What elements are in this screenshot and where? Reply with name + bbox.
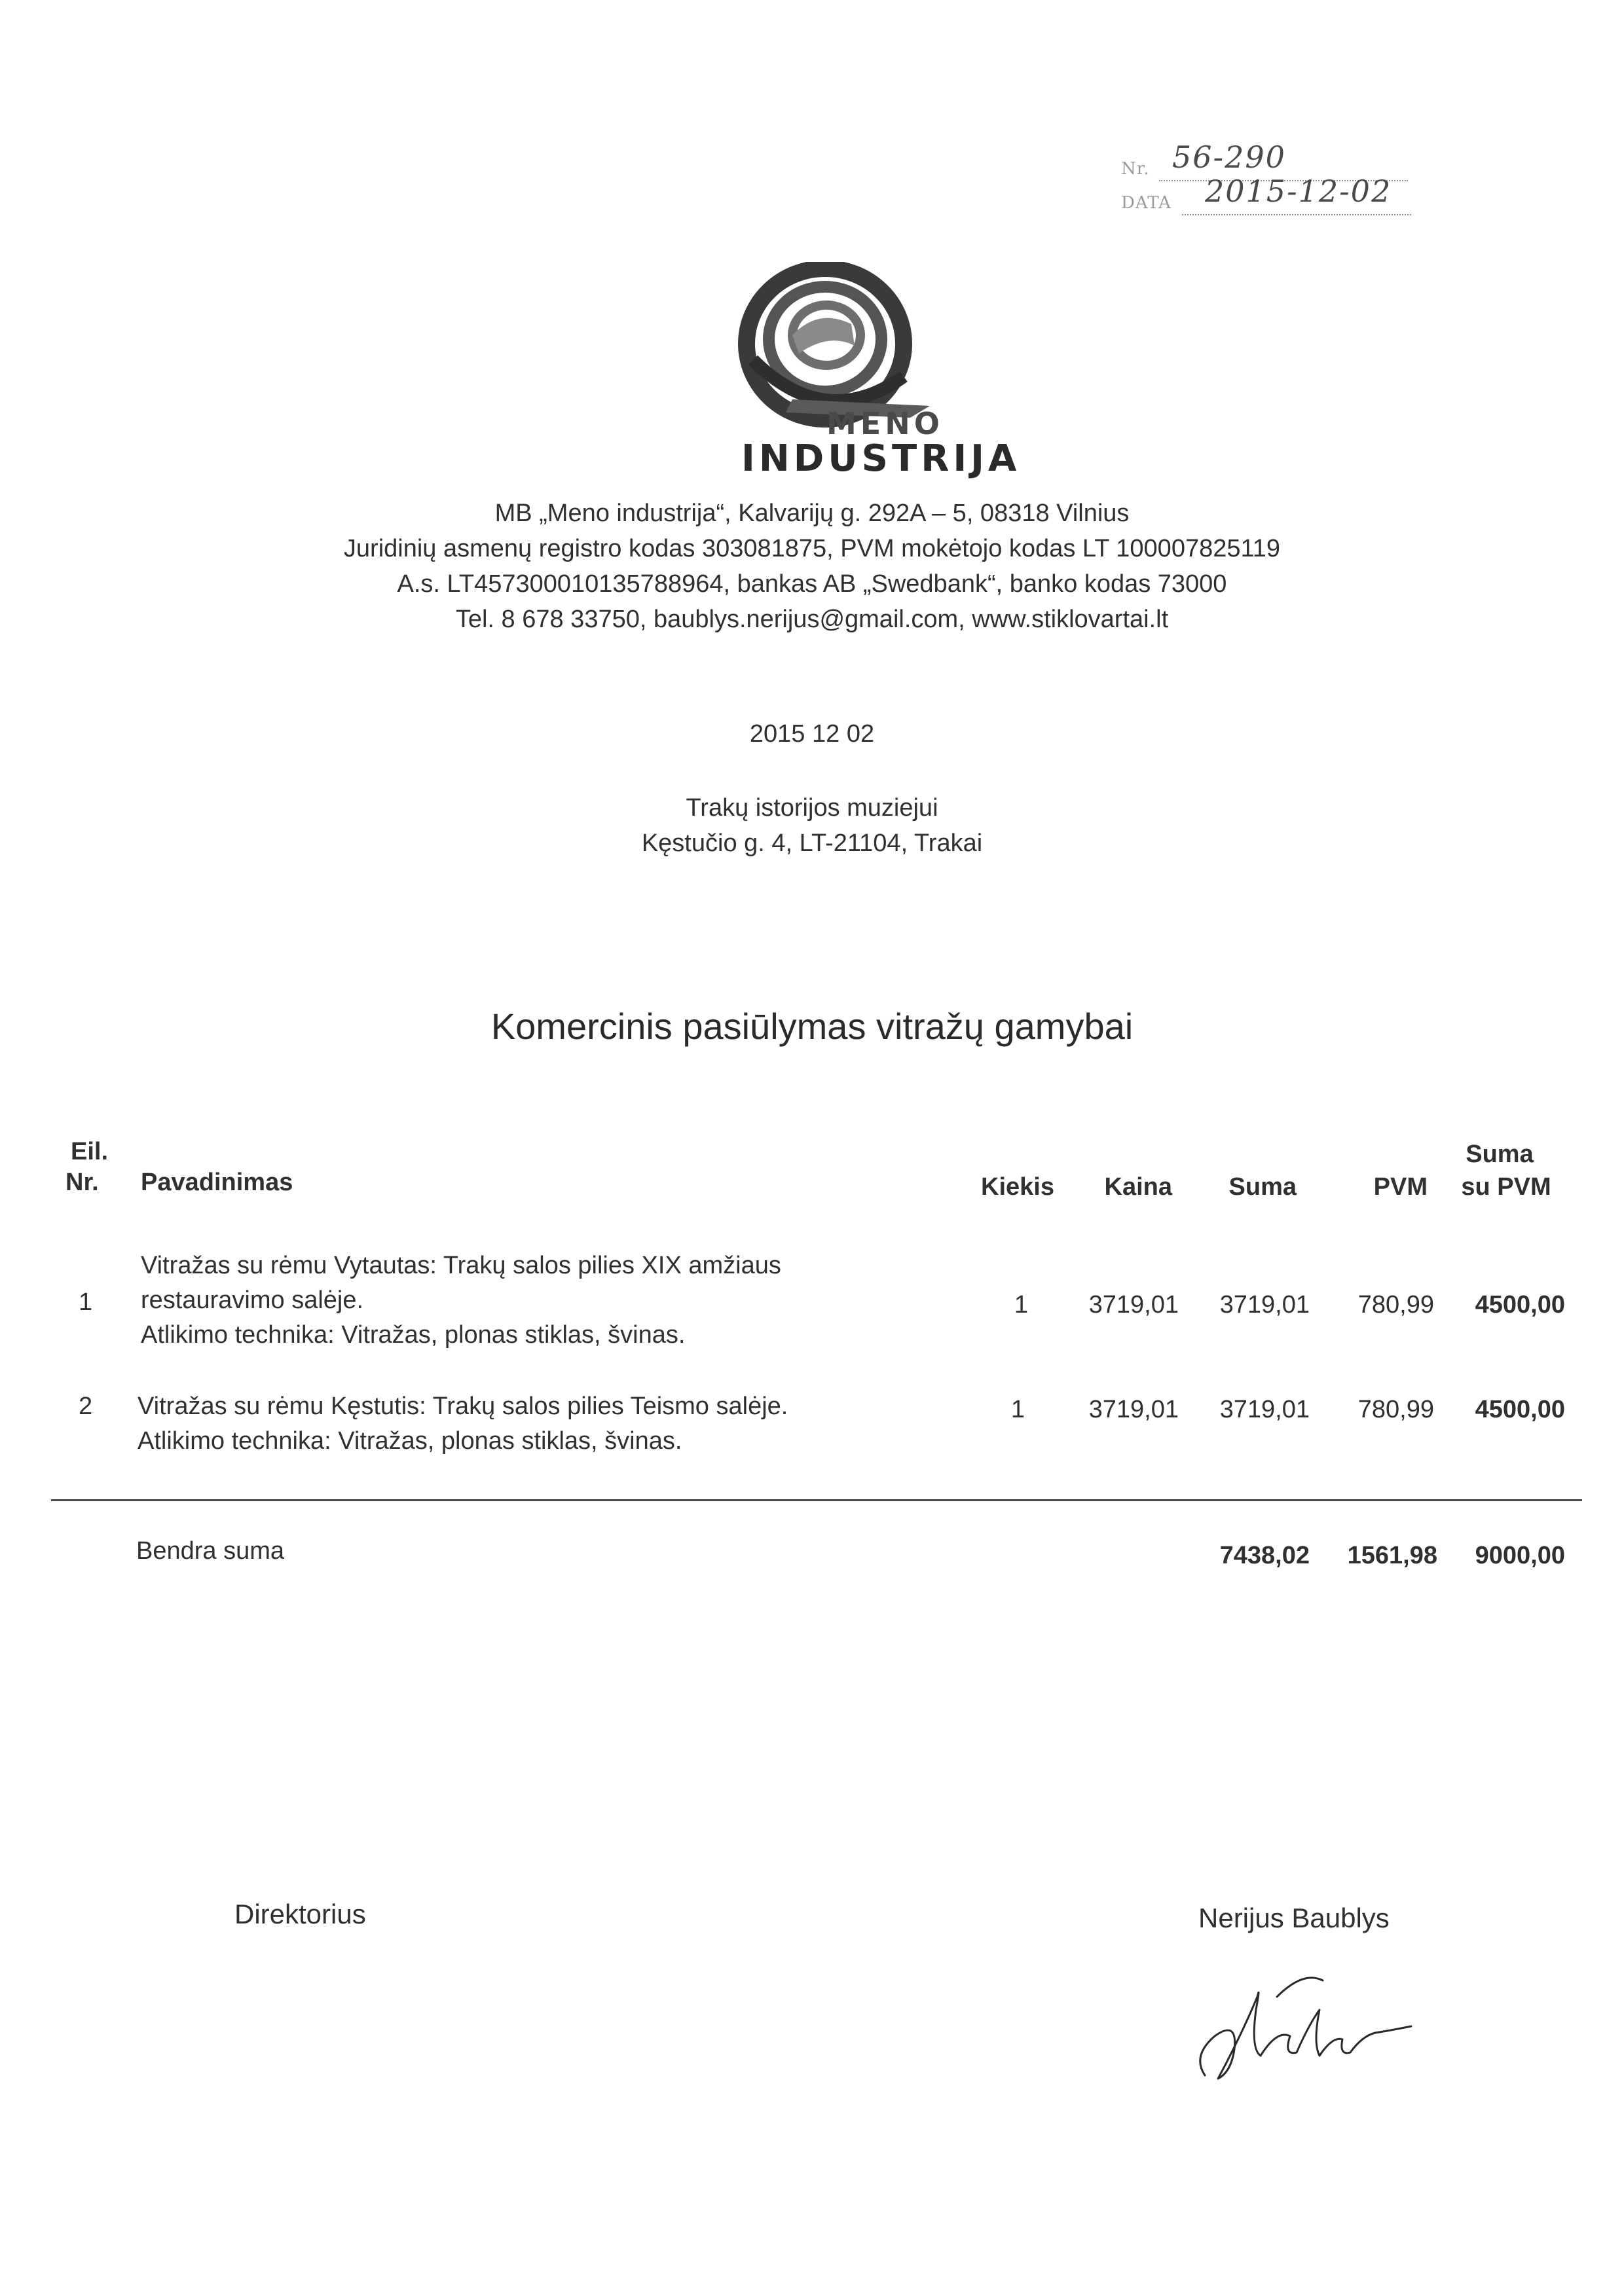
- handwritten-signature: [1179, 1958, 1428, 2102]
- col-header-total-line2: su PVM: [1461, 1173, 1551, 1201]
- row-qty: 1: [1010, 1396, 1025, 1423]
- row-sum: 3719,01: [1219, 1291, 1310, 1319]
- row-sum: 3719,01: [1219, 1396, 1310, 1423]
- row-name-line: restauravimo salėje.: [141, 1286, 364, 1314]
- row-name-line: Vitražas su rėmu Kęstutis: Trakų salos pilies Teismo salėje.: [138, 1393, 788, 1420]
- row-name-line: Atlikimo technika: Vitražas, plonas stiklas, švinas.: [141, 1321, 686, 1349]
- stamp-date-label: DATA: [1121, 193, 1172, 213]
- logo-text-industrija: INDUSTRIJA: [741, 437, 1021, 480]
- row-price: 3719,01: [1088, 1291, 1179, 1319]
- row-nr: 2: [79, 1393, 93, 1420]
- recipient-address: Kęstučio g. 4, LT-21104, Trakai: [641, 829, 983, 857]
- col-header-total-line1: Suma: [1466, 1140, 1534, 1168]
- col-header-sum: Suma: [1228, 1173, 1297, 1201]
- recipient-name: Trakų istorijos muziejui: [686, 794, 938, 822]
- company-bank: A.s. LT457300010135788964, bankas AB „Swedbank“, banko kodas 73000: [397, 570, 1227, 598]
- document-title: Komercinis pasiūlymas vitražų gamybai: [490, 1006, 1134, 1047]
- table-divider: [51, 1499, 1582, 1501]
- col-header-nr-line1: Eil.: [71, 1138, 109, 1165]
- totals-vat: 1561,98: [1347, 1542, 1437, 1569]
- stamp-date-value: 2015-12-02: [1205, 173, 1392, 209]
- document-date: 2015 12 02: [749, 720, 875, 748]
- col-header-price: Kaina: [1104, 1173, 1172, 1201]
- stamp-nr-value: 56-290: [1172, 139, 1286, 175]
- company-registry: Juridinių asmenų registro kodas 303081875, PVM mokėtojo kodas LT 100007825119: [343, 535, 1281, 562]
- row-qty: 1: [1014, 1291, 1028, 1319]
- company-contacts: Tel. 8 678 33750, baublys.nerijus@gmail.com, www.stiklovartai.lt: [455, 606, 1169, 633]
- stamp-date-line: [1182, 214, 1411, 215]
- col-header-qty: Kiekis: [981, 1173, 1054, 1201]
- stamp-nr-label: Nr.: [1121, 159, 1150, 179]
- company-address: MB „Meno industrija“, Kalvarijų g. 292A – 5, 08318 Vilnius: [494, 500, 1130, 527]
- row-name-line: Atlikimo technika: Vitražas, plonas stiklas, švinas.: [138, 1427, 682, 1455]
- signatory-position: Direktorius: [234, 1899, 366, 1929]
- row-name-line: Vitražas su rėmu Vytautas: Trakų salos pilies XIX amžiaus: [141, 1252, 781, 1279]
- registration-stamp: [1113, 139, 1428, 219]
- row-price: 3719,01: [1088, 1396, 1179, 1423]
- row-total: 4500,00: [1475, 1396, 1565, 1423]
- row-vat: 780,99: [1357, 1291, 1434, 1319]
- totals-sum: 7438,02: [1219, 1542, 1310, 1569]
- col-header-vat: PVM: [1373, 1173, 1428, 1201]
- company-logo: [714, 262, 1021, 480]
- row-vat: 780,99: [1357, 1396, 1434, 1423]
- row-total: 4500,00: [1475, 1291, 1565, 1319]
- col-header-nr-line2: Nr.: [65, 1169, 99, 1196]
- col-header-name: Pavadinimas: [141, 1169, 293, 1196]
- totals-total: 9000,00: [1475, 1542, 1565, 1569]
- logo-text-meno: MENO: [826, 406, 944, 441]
- totals-label: Bendra suma: [136, 1537, 285, 1565]
- signatory-name: Nerijus Baublys: [1198, 1903, 1390, 1933]
- row-nr: 1: [79, 1288, 93, 1316]
